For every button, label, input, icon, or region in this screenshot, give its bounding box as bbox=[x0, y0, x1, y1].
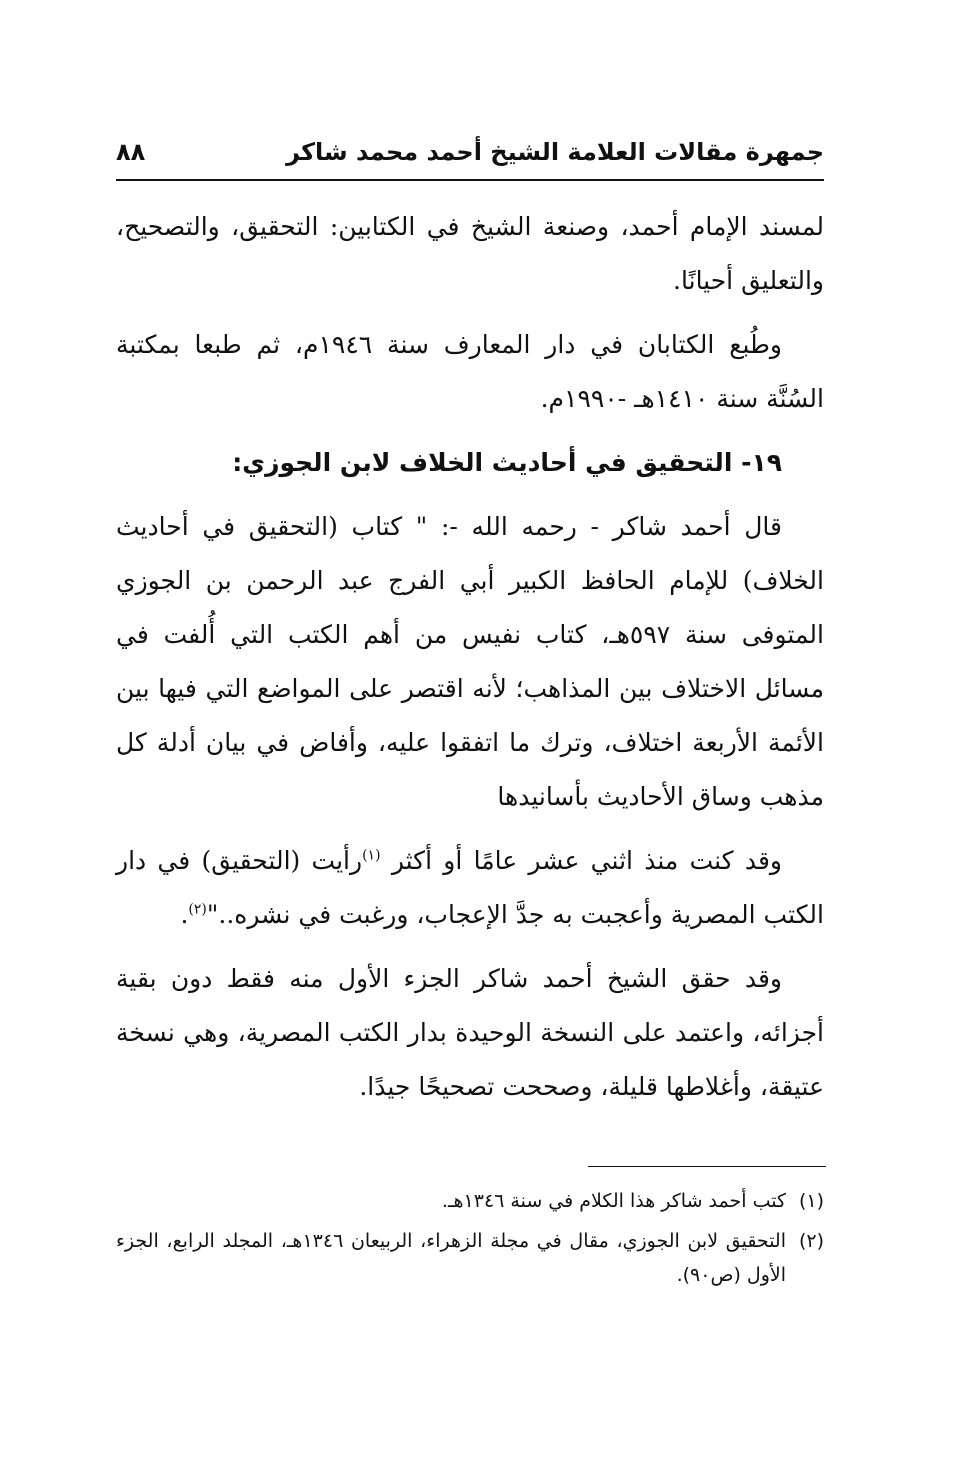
footnote-ref-1: (١) bbox=[362, 847, 381, 864]
paragraph-2: وطُبع الكتابان في دار المعارف سنة ١٩٤٦م، ثم طبعا بمكتبة السُنَّة سنة ١٤١٠هـ -١٩٩٠م. bbox=[116, 330, 824, 413]
main-text bbox=[116, 200, 824, 1124]
footnotes bbox=[116, 1184, 824, 1298]
running-head bbox=[116, 128, 824, 178]
footnote-1 bbox=[116, 1184, 824, 1218]
footnote-ref-2: (٢) bbox=[188, 901, 207, 918]
paragraph-4-text-b: رأيت (التحقيق) في دار الكتب المصرية وأعجبت به جدَّ الإعجاب، ورغبت في نشره.." bbox=[116, 846, 824, 929]
footnote-number: (٢) bbox=[798, 1230, 824, 1252]
running-title: جمهرة مقالات العلامة الشيخ أحمد محمد شاكر bbox=[286, 138, 824, 166]
paragraph-5: وقد حقق الشيخ أحمد شاكر الجزء الأول منه فقط دون بقية أجزائه، واعتمد على النسخة الوحيدة بدار الكتب المصرية، وهي نسخة عتيقة، وأغلاطها قليلة، وصححت تصحيحًا جيدًا. bbox=[116, 964, 824, 1101]
paragraph-4-end: . bbox=[180, 900, 189, 929]
paragraph-1: لمسند الإمام أحمد، وصنعة الشيخ في الكتابين: التحقيق، والتصحيح، والتعليق أحيانًا. bbox=[116, 212, 824, 295]
footnote-number: (١) bbox=[798, 1190, 824, 1212]
footnote-rule bbox=[588, 1166, 826, 1167]
footnote-text: كتب أحمد شاكر هذا الكلام في سنة ١٣٤٦هـ. bbox=[441, 1190, 786, 1212]
paragraph-3: قال أحمد شاكر - رحمه الله -: " كتاب (التحقيق في أحاديث الخلاف) للإمام الحافظ الكبير أبي الفرج عبد الرحمن بن الجوزي المتوفى سنة ٥٩٧هـ، كتاب نفيس من أهم الكتب التي أُلفت في مسائل الاختلاف بين المذاهب؛ لأنه اقتصر على المواضع التي فيها بين الأئمة الأربعة اختلاف، وترك ما اتفقوا عليه، وأفاض في بيان أدلة كل مذهب وساق الأحاديث بأسانيدها bbox=[116, 512, 824, 811]
footnote-text: التحقيق لابن الجوزي، مقال في مجلة الزهراء، الربيعان ١٣٤٦هـ، المجلد الرابع، الجزء الأول (ص٩٠). bbox=[116, 1230, 786, 1286]
page-number: ٨٨ bbox=[116, 138, 146, 166]
section-heading: ١٩- التحقيق في أحاديث الخلاف لابن الجوزي: bbox=[232, 448, 782, 477]
paragraph-4 bbox=[116, 834, 824, 942]
header-rule bbox=[116, 179, 824, 181]
footnote-2 bbox=[116, 1224, 824, 1292]
paragraph-4-text-a: وقد كنت منذ اثني عشر عامًا أو أكثر bbox=[391, 846, 782, 875]
